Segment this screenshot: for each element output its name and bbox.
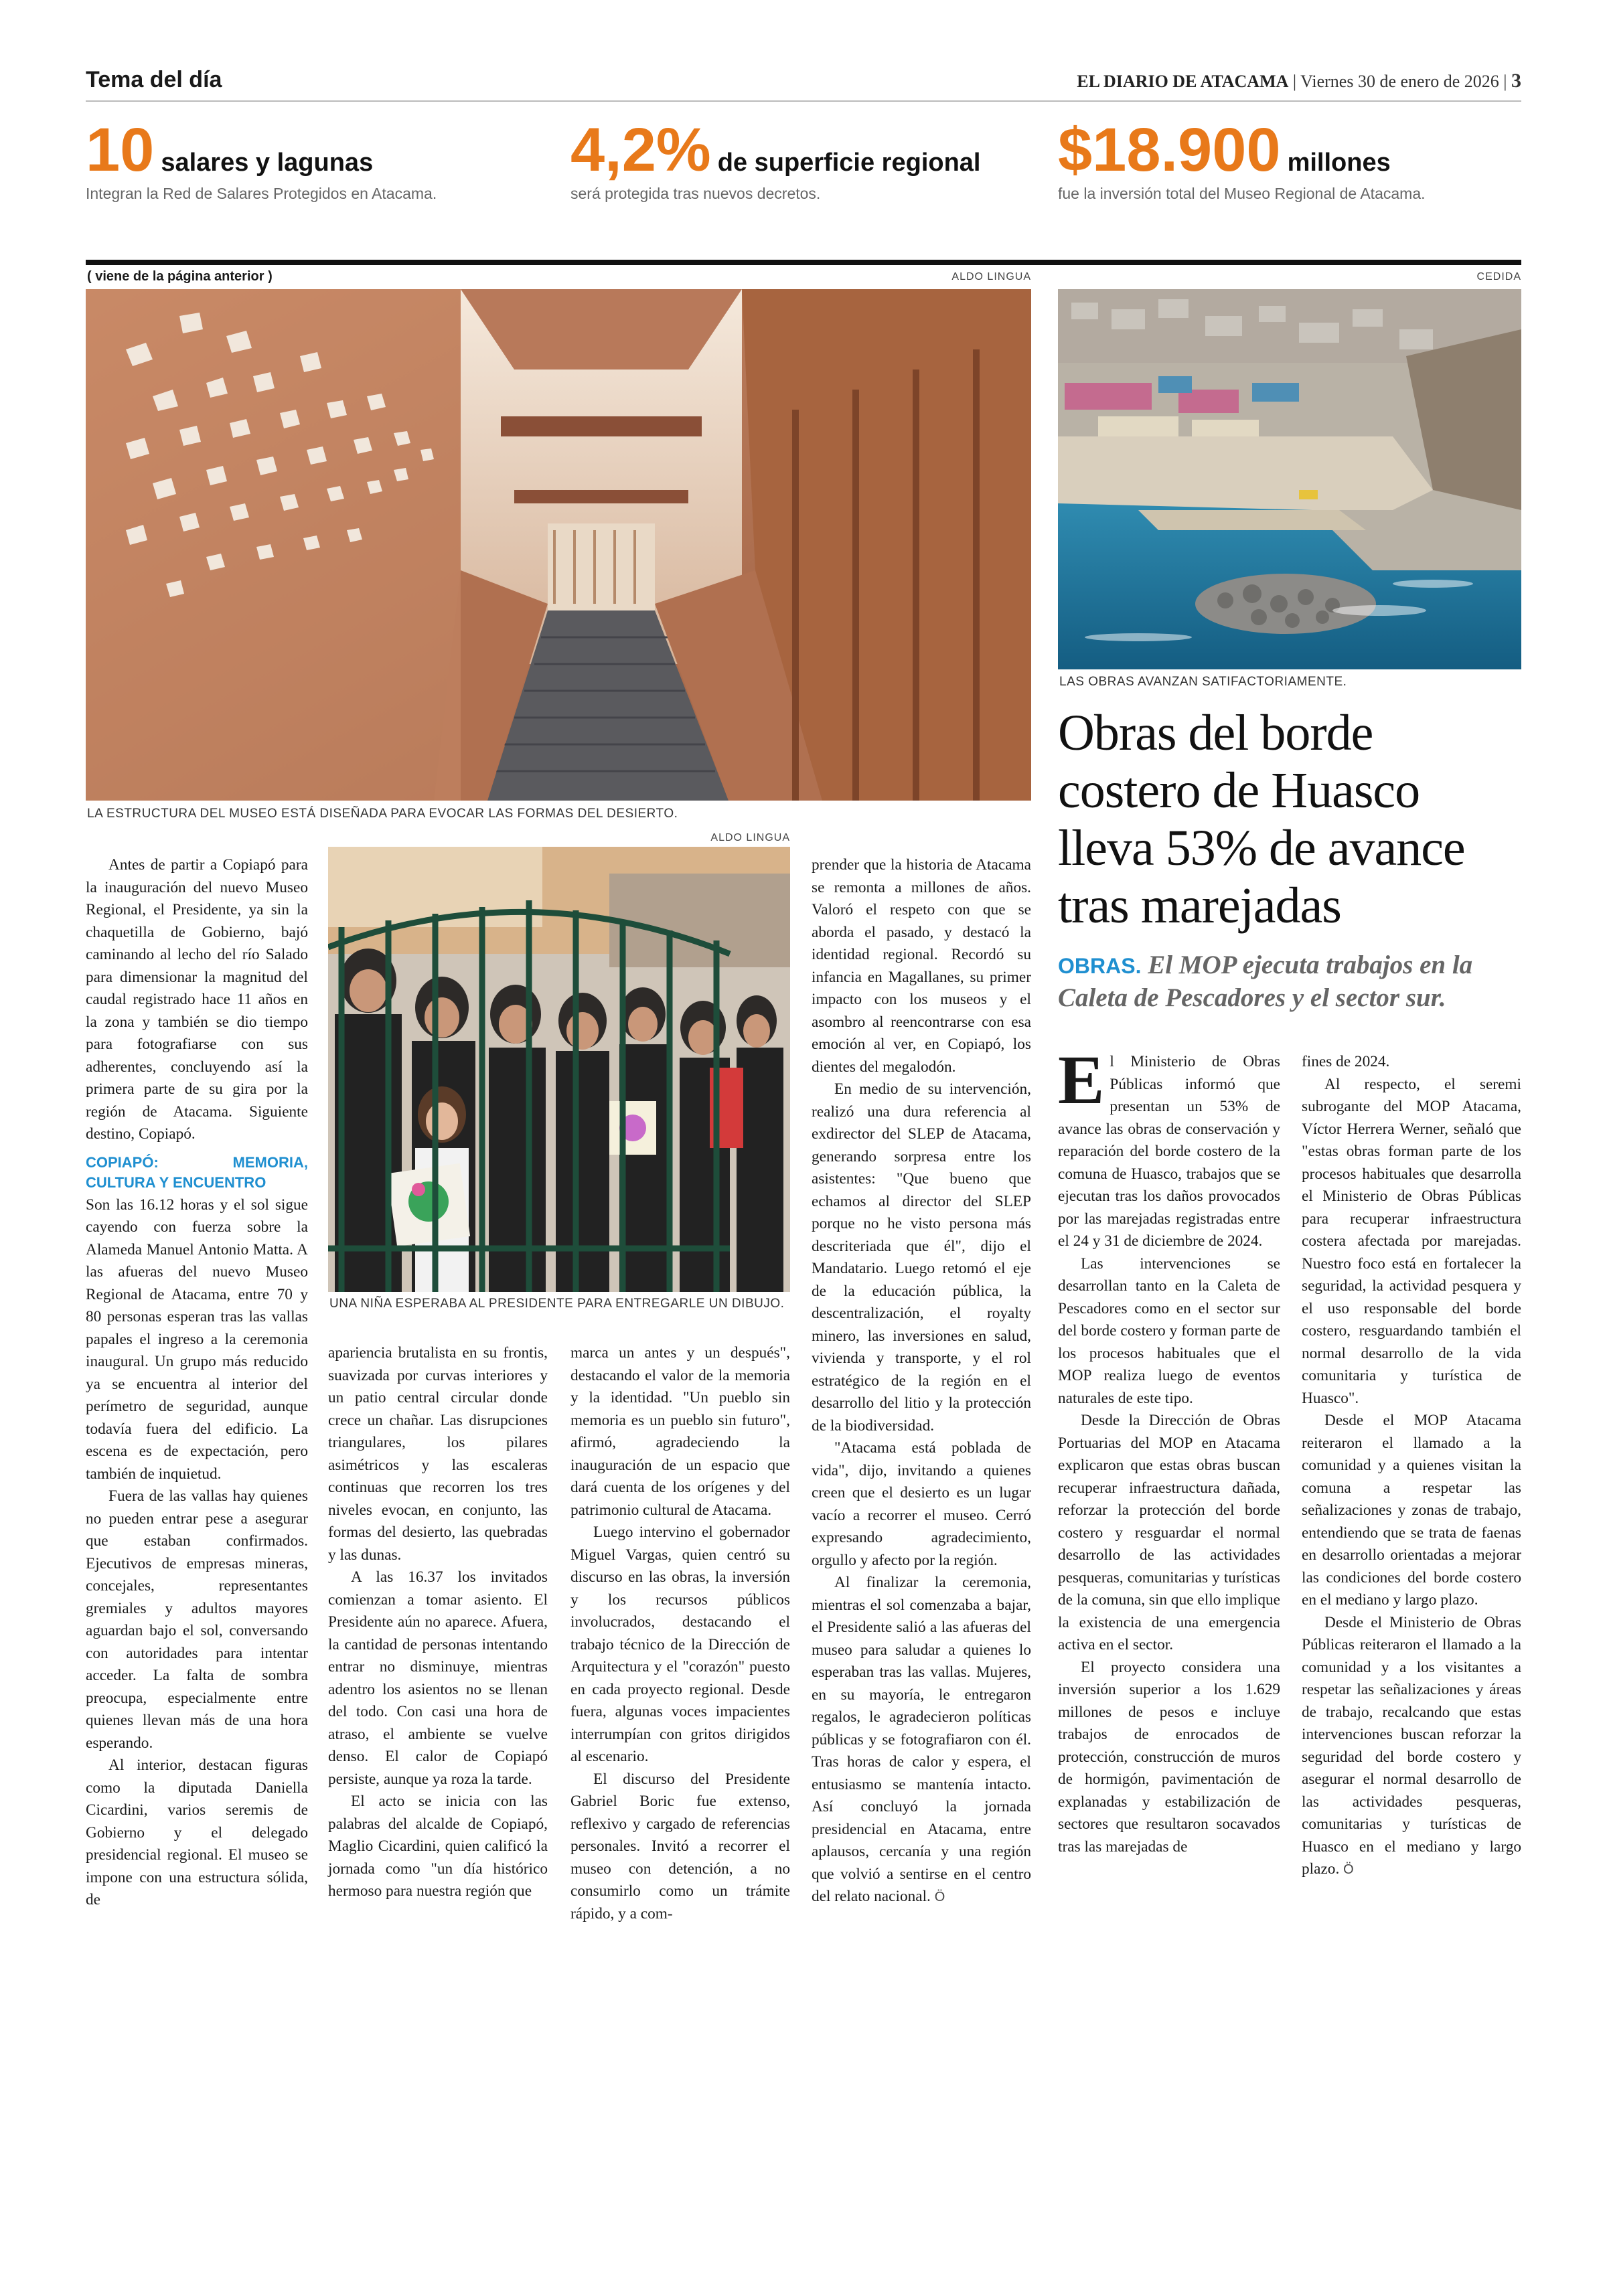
end-mark: Ö — [934, 1890, 945, 1904]
paragraph — [812, 1572, 1031, 1909]
issue-date: Viernes 30 de enero de 2026 — [1300, 72, 1499, 91]
paragraph: Antes de partir a Copiapó para la inauguración del nuevo Museo Regional, el Presidente, ya sin la chaquetilla de Gobierno, bajó caminando al lecho del río Salado para dimensionar la magnitud del caudal registrado hace 11 años en la zona y también se dio tiempo para fotografiarse con sus adherentes, concluyendo así la primera parte de su gira por la región de Atacama. Siguiente destino, Copiapó. — [86, 856, 308, 1143]
photo-credit: ALDO LINGUA — [710, 832, 790, 843]
photo-caption: UNA NIÑA ESPERABA AL PRESIDENTE PARA ENTREGARLE UN DIBUJO. — [329, 1297, 785, 1311]
paragraph — [1302, 1612, 1521, 1882]
paragraph: Desde el MOP Atacama reiteraron el llamado a la comunidad y a quienes visitan la comuna a respetar las señalizaciones y zonas de trabajo, entendiendo que se trata de faenas en desarrollo orientadas a mejorar las condiciones del borde costero en el mediano y largo plazo. — [1302, 1412, 1521, 1609]
paragraph: Las intervenciones se desarrollan tanto en la Caleta de Pescadores como en el sector sur del borde costero y forman parte de los procesos habituales que el MOP realiza luego de eventos naturales de este tipo. — [1058, 1254, 1280, 1407]
paragraph: Fuera de las vallas hay quienes no pueden entrar pese a asegurar que estaban confirmados. Ejecutivos de empresas mineras, concejales, representantes gremiales y adultos mayores aguardan bajo el sol, conversando con autoridades para intentar acceder. La falta de sombra preocupa, especialmente entre quienes llevan más de una hora esperando. — [86, 1487, 308, 1752]
article-column-1 — [86, 854, 308, 1912]
drop-cap: E — [1058, 1042, 1105, 1119]
side-headline: Obras del borde costero de Huasco lleva 53% de avance tras marejadas — [1058, 705, 1465, 934]
paragraph: fines de 2024. — [1302, 1053, 1390, 1070]
photo-credit: ALDO LINGUA — [951, 271, 1031, 282]
deck-kicker: OBRAS. — [1058, 954, 1142, 978]
header-rule — [86, 100, 1521, 102]
newspaper-name: EL DIARIO DE ATACAMA — [1077, 72, 1289, 91]
photo-caption: LAS OBRAS AVANZAN SATIFACTORIAMENTE. — [1059, 675, 1347, 689]
photo-caption: LA ESTRUCTURA DEL MUSEO ESTÁ DISEÑADA PARA EVOCAR LAS FORMAS DEL DESIERTO. — [87, 807, 678, 821]
stat-inversion — [1058, 116, 1527, 213]
museum-interior-photo — [86, 289, 1031, 801]
stat-value: 10 — [86, 116, 155, 184]
paragraph: Al respecto, el seremi subrogante del MOP Atacama, Víctor Herrera Werner, señaló que "estas obras forman parte de los procesos habituales que desarrolla el Ministerio de Obras Públicas para recuperar infraestructura costera afectada por marejadas. Nuestro foco está en fortalecer la seguridad, la actividad pesquera y el uso responsable del borde costero, resguardando también el normal desarrollo de la vida comunitaria y turística de Huasco". — [1302, 1075, 1521, 1407]
article-subhead: COPIAPÓ: MEMORIA, CULTURA Y ENCUENTRO — [86, 1153, 308, 1191]
end-mark: Ö — [1343, 1862, 1354, 1877]
paragraph: Luego intervino el gobernador Miguel Vargas, quien centró su discurso en las obras, la inversión y los recursos públicos involucrados, destacando el trabajo técnico de la Dirección de Arquitectura y el "corazón" puesto en cada proyecto regional. Desde fuera, algunas voces impacientes interrumpían con gritos dirigidos al escenario. — [570, 1524, 790, 1765]
stat-desc: será protegida tras nuevos decretos. — [570, 185, 821, 202]
stat-unit: de superficie regional — [717, 149, 981, 177]
paragraph: prender que la historia de Atacama se remonta a millones de años. Valoró el respeto con que se aborda el pasado, y destacó la identidad regional. Recordó su infancia en Magallanes, su primer impacto con los museos y el asombro al reencontrarse con esa emoción al ver, en Copiapó, los dientes del megalodón. — [812, 856, 1031, 1076]
side-column-2 — [1302, 1051, 1521, 1882]
photo-credit: CEDIDA — [1476, 271, 1521, 282]
stat-salares — [86, 116, 554, 213]
coastal-works-photo — [1058, 289, 1521, 669]
paragraph: apariencia brutalista en su frontis, suavizada por curvas interiores y un patio central circular donde crece un chañar. Las disrupciones triangulares, los pilares asimétricos y las escaleras continuas que recorren los tres niveles evocan, en conjunto, las formas del desierto, las quebradas y las dunas. — [328, 1344, 548, 1564]
page-number: 3 — [1511, 70, 1521, 92]
paragraph-text: Desde el Ministerio de Obras Públicas reiteraron el llamado a la comunidad y a los visitantes a respetar las señalizaciones y áreas de trabajo, recalcando que estas intervenciones buscan reforzar la seguridad del borde costero y asegurar el normal desarrollo de las actividades pesqueras, comunitarias y turísticas de Huasco en el mediano y largo plazo. — [1302, 1613, 1521, 1878]
continued-label: ( viene de la página anterior ) — [87, 269, 273, 284]
stat-superficie — [570, 116, 1039, 213]
paragraph: El discurso del Presidente Gabriel Boric fue extenso, reflexivo y cargado de referencias personales. Invitó a recorrer el museo con detención, a no consumirlo como un trámite rápido, y a com- — [570, 1770, 790, 1922]
section-title: Tema del día — [86, 67, 222, 92]
masthead: EL DIARIO DE ATACAMA | Viernes 30 de enero de 2026 | 3 — [1077, 70, 1521, 92]
paragraph: El proyecto considera una inversión superior a los 1.629 millones de pesos e incluye trabajos de enrocados de protección, construcción de muros de hormigón, pavimentación de explanadas y estabilización de sectores que resultaron socavados tras las marejadas de — [1058, 1658, 1280, 1856]
paragraph: Son las 16.12 horas y el sol sigue cayendo con fuerza sobre la Alameda Manuel Antonio Matta. A las afueras del nuevo Museo Regional de Atacama, entre 70 y 80 personas esperan tras las vallas papales el ingreso a la ceremonia inaugural. Un grupo más reducido ya se encuentra al interior del perímetro de seguridad, aunque todavía fuera del edificio. La escena es de expectación, pero también de inquietud. — [86, 1196, 308, 1483]
paragraph: El acto se inicia con las palabras del alcalde de Copiapó, Maglio Cicardini, quien calificó la jornada como "un día histórico hermoso para nuestra región que — [328, 1793, 548, 1900]
paragraph: marca un antes y un después", destacando el valor de la memoria y la identidad. "Un pueblo sin memoria es un pueblo sin futuro", afirmó, agradeciendo la inauguración de un espacio que dará cuenta de los orígenes y del patrimonio cultural de Atacama. — [570, 1344, 790, 1519]
side-column-1 — [1058, 1042, 1280, 1858]
stat-unit: salares y lagunas — [161, 149, 374, 177]
crowd-photo — [328, 847, 790, 1292]
stat-desc: Integran la Red de Salares Protegidos en Atacama. — [86, 185, 437, 202]
paragraph — [1058, 1042, 1280, 1253]
stat-unit: millones — [1287, 149, 1391, 177]
paragraph: Desde la Dirección de Obras Portuarias del MOP en Atacama explicaron que estas obras buscan recuperar infraestructura dañada, reforzar la protección del borde costero y resguardar el normal desarrollo de las actividades pesqueras, comunitarias y turísticas de la comuna, sin que ello implique la existencia de una emergencia activa en el sector. — [1058, 1412, 1280, 1653]
article-column-2 — [328, 1342, 548, 1903]
stat-value: $18.900 — [1058, 116, 1281, 184]
section-rule — [86, 260, 1521, 265]
deck-text: El MOP ejecuta trabajos en la Caleta de Pescadores y el sector sur. — [1058, 951, 1473, 1012]
article-column-3 — [570, 1342, 790, 1925]
paragraph-text: Al finalizar la ceremonia, mientras el sol comenzaba a bajar, el Presidente salió a las afueras del museo para saludar a quienes lo esperaban tras las vallas. Mujeres, en su mayoría, le entregaron regalos, le agradecieron políticas públicas y se fotografiaron con él. Tras horas de calor y espera, el entusiasmo se mantenía intacto. Así concluyó la jornada presidencial en Atacama, entre aplausos, cercanía y una región que volvió a sentirse en el centro del relato nacional. — [812, 1574, 1031, 1905]
stat-desc: fue la inversión total del Museo Regional de Atacama. — [1058, 185, 1426, 202]
paragraph: En medio de su intervención, realizó una dura referencia al exdirector del SLEP de Atacama, generando sorpresa entre los asistentes: "Que bueno que echamos al director del SLEP porque no he visto persona más descriteriada que él", dijo el Mandatario. Luego retomó el eje de la educación pública, la descentralización, el royalty minero, las inversiones en salud, vivienda y transporte, y el rol estratégico de la región en el desarrollo del litio y la protección de la biodiversidad. — [812, 1080, 1031, 1434]
stat-value: 4,2% — [570, 116, 711, 184]
paragraph: Al interior, destacan figuras como la diputada Daniella Cicardini, varios seremis de Gobierno y el delegado presidencial regional. El museo se impone con una estructura sólida, de — [86, 1756, 308, 1908]
paragraph: A las 16.37 los invitados comienzan a tomar asiento. El Presidente aún no aparece. Afuera, la cantidad de personas intentando entrar no disminuye, mientras adentro los asientos no se llenan del todo. Con casi una hora de atraso, el ambiente se vuelve denso. El calor de Copiapó persiste, aunque ya roza la tarde. — [328, 1568, 548, 1788]
article-column-4 — [812, 854, 1031, 1909]
paragraph-text: l Ministerio de Obras Públicas informó que presentan un 53% de avance las obras de conservación y reparación del borde costero de la comuna de Huasco, trabajos que se ejecutan tras los daños provocados por las marejadas registradas entre el 24 y 31 de diciembre de 2024. — [1058, 1053, 1280, 1250]
side-deck — [1058, 949, 1527, 1014]
paragraph: "Atacama está poblada de vida", dijo, invitando a quienes creen que el desierto es un lugar vacío a recorrer el museo. Cerró expresando agradecimiento, orgullo y afecto por la región. — [812, 1439, 1031, 1569]
